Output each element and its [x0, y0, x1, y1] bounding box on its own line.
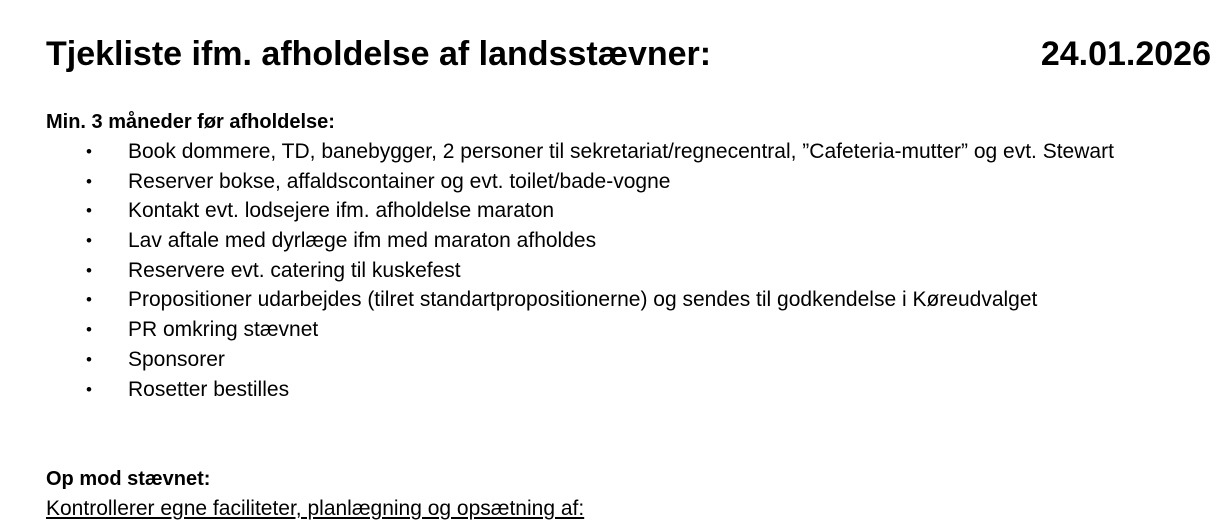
bullet-icon: •: [86, 349, 92, 369]
checklist-item-text: Kontakt evt. lodsejere ifm. afholdelse maraton: [128, 199, 555, 223]
checklist-item-text: PR omkring stævnet: [128, 318, 319, 342]
bullet-icon: •: [86, 290, 92, 310]
checklist-item-text: Book dommere, TD, banebygger, 2 personer til sekretariat/regnecentral, ”Cafeteria-mutter” og evt. Stewart: [128, 140, 1114, 163]
checklist-item-text: Reservere evt. catering til kuskefest: [128, 258, 461, 282]
checklist-item-text: Lav aftale med dyrlæge ifm med maraton afholdes: [128, 229, 597, 253]
document-title: Tjekliste ifm. afholdelse af landsstævner:: [46, 35, 712, 73]
checklist-item-text: Propositioner udarbejdes (tilret standartpropositionerne) og sendes til godkendelse i Køreudvalget: [128, 288, 1038, 312]
section-heading-before-event: Op mod stævnet:: [46, 468, 211, 490]
bullet-icon: •: [86, 142, 92, 161]
bullet-icon: •: [86, 320, 92, 340]
bullet-icon: •: [86, 379, 92, 399]
bullet-icon: •: [86, 171, 92, 191]
document-date: 24.01.2026: [1040, 35, 1211, 73]
checklist-item-text: Reserver bokse, affaldscontainer og evt. toilet/bade-vogne: [128, 169, 671, 193]
bullet-icon: •: [86, 201, 92, 221]
section-subheading-facilities: Kontrollerer egne faciliteter, planlægning og opsætning af:: [46, 497, 585, 520]
bullet-icon: •: [86, 231, 92, 251]
section-heading-3-months: Min. 3 måneder før afholdelse:: [46, 111, 335, 133]
bullet-icon: •: [86, 260, 92, 280]
checklist-item-text: Sponsorer: [128, 347, 225, 371]
checklist-item-text: Rosetter bestilles: [128, 377, 290, 401]
